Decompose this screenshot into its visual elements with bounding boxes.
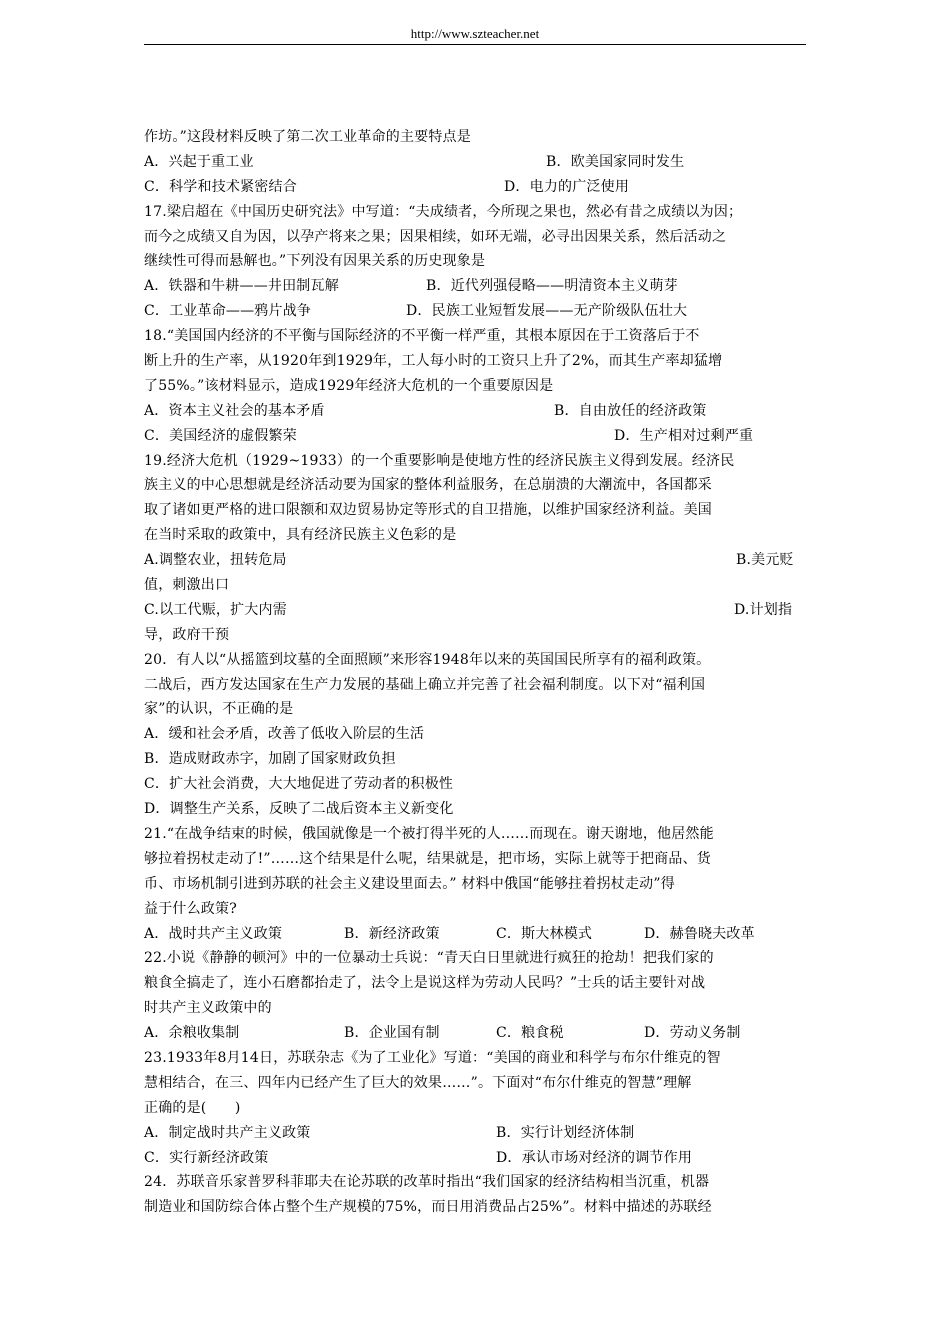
text-line: 23.1933年8月14日，苏联杂志《为了工业化》写道：“美国的商业和科学与布尔什维克的智 — [144, 1049, 721, 1066]
answer-option: D．生产相对过剩严重 — [614, 427, 754, 444]
answer-option: B．新经济政策 — [344, 925, 440, 942]
answer-option: A．余粮收集制 — [144, 1025, 240, 1042]
text-line: 断上升的生产率，从1920年到1929年，工人每小时的工资只上升了2%，而其生产率却猛增 — [144, 353, 723, 370]
text-line — [144, 150, 808, 175]
answer-option: B．近代列强侵略——明清资本主义萌芽 — [426, 278, 678, 295]
answer-option: D．赫鲁晓夫改革 — [644, 925, 755, 942]
text-line — [144, 299, 808, 324]
text-line — [144, 1021, 808, 1046]
answer-option: C．工业革命——鸦片战争 — [144, 303, 312, 320]
text-line — [144, 598, 808, 623]
text-line: 而今之成绩又自为因，以孕产将来之果；因果相续，如环无端，必寻出因果关系，然后活动之 — [144, 228, 727, 245]
text-line: 制造业和国防综合体占整个生产规模的75%，而日用消费品占25%”。材料中描述的苏联经 — [144, 1199, 712, 1216]
answer-option: A.调整农业，扭转危局 — [144, 552, 287, 569]
answer-option: C.以工代赈，扩大内需 — [144, 601, 287, 618]
text-line: C．扩大社会消费，大大地促进了劳动者的积极性 — [144, 776, 454, 793]
answer-option: B．欧美国家同时发生 — [546, 153, 685, 170]
text-line: 18.“美国国内经济的不平衡与国际经济的不平衡一样严重，其根本原因在于工资落后于不 — [144, 328, 700, 345]
text-line: B．造成财政赤字，加剧了国家财政负担 — [144, 751, 396, 768]
text-line: 值，刺激出口 — [144, 577, 230, 594]
answer-option: B．企业国有制 — [344, 1025, 440, 1042]
text-line: 了55%。”该材料显示，造成1929年经济大危机的一个重要原因是 — [144, 377, 554, 394]
page-header-url: http://www.szteacher.net — [410, 26, 540, 41]
text-line: 24．苏联音乐家普罗科菲耶夫在论苏联的改革时指出“我们国家的经济结构相当沉重，机器 — [144, 1174, 710, 1191]
text-line — [144, 175, 808, 200]
header-divider — [144, 44, 806, 45]
answer-option: D．电力的广泛使用 — [504, 178, 630, 195]
text-line: D．调整生产关系，反映了二战后资本主义新变化 — [144, 801, 454, 818]
answer-option: C．粮食税 — [496, 1025, 564, 1042]
text-line — [144, 922, 808, 947]
answer-option: B．实行计划经济体制 — [496, 1124, 635, 1141]
document-body — [144, 125, 808, 1220]
text-line: 20．有人以“从摇篮到坟墓的全面照顾”来形容1948年以来的英国国民所享有的福利政策。 — [144, 651, 711, 668]
text-line — [144, 548, 808, 573]
text-line — [144, 274, 808, 299]
text-line — [144, 1121, 808, 1146]
text-line — [144, 399, 808, 424]
answer-option: D．承认市场对经济的调节作用 — [496, 1149, 693, 1166]
text-line — [144, 1146, 808, 1171]
answer-option: A．战时共产主义政策 — [144, 925, 283, 942]
answer-option: C．斯大林模式 — [496, 925, 593, 942]
text-line: 币、市场机制引进到苏联的社会主义建设里面去。” 材料中俄国“能够拄着拐杖走动”得 — [144, 875, 675, 892]
text-line: 21.“在战争结束的时候，俄国就像是一个被打得半死的人……而现在。谢天谢地，他居然能 — [144, 825, 714, 842]
answer-option: A．资本主义社会的基本矛盾 — [144, 402, 325, 419]
answer-option: A．制定战时共产主义政策 — [144, 1124, 311, 1141]
answer-option: D．劳动义务制 — [644, 1025, 741, 1042]
text-line: 在当时采取的政策中，具有经济民族主义色彩的是 — [144, 527, 457, 544]
answer-option: A．兴起于重工业 — [144, 153, 254, 170]
text-line: 粮食全搞走了，连小石磨都抬走了，法令上是说这样为劳动人民吗？”士兵的话主要针对战 — [144, 975, 706, 992]
text-line: A．缓和社会矛盾，改善了低收入阶层的生活 — [144, 726, 425, 743]
text-line: 17.梁启超在《中国历史研究法》中写道：“夫成绩者，今所现之果也，然必有昔之成绩以为因； — [144, 203, 743, 220]
text-line: 继续性可得而悬解也。”下列没有因果关系的历史现象是 — [144, 253, 486, 270]
text-line: 作坊。”这段材料反映了第二次工业革命的主要特点是 — [144, 129, 471, 145]
answer-option: D.计划指 — [734, 601, 793, 618]
text-line: 导，政府干预 — [144, 626, 230, 643]
answer-option: C．科学和技术紧密结合 — [144, 178, 297, 195]
text-line: 22.小说《静静的顿河》中的一位暴动士兵说：“青天白日里就进行疯狂的抢劫！把我们家的 — [144, 950, 714, 967]
answer-option: D．民族工业短暂发展——无产阶级队伍壮大 — [406, 303, 688, 320]
answer-option: C．实行新经济政策 — [144, 1149, 269, 1166]
text-line: 益于什么政策? — [144, 900, 237, 917]
text-line: 家”的认识，不正确的是 — [144, 701, 294, 718]
text-line: 正确的是( ) — [144, 1099, 241, 1116]
text-line: 慧相结合，在三、四年内已经产生了巨大的效果……”。下面对“布尔什维克的智慧”理解 — [144, 1074, 692, 1091]
text-line: 够拉着拐杖走动了!”……这个结果是什么呢，结果就是，把市场，实际上就等于把商品、货 — [144, 850, 711, 867]
answer-option: A．铁器和牛耕——井田制瓦解 — [144, 278, 339, 295]
answer-option: C．美国经济的虚假繁荣 — [144, 427, 297, 444]
text-line: 二战后，西方发达国家在生产力发展的基础上确立并完善了社会福利制度。以下对“福利国 — [144, 676, 706, 693]
text-line: 时共产主义政策中的 — [144, 1000, 272, 1017]
text-line: 族主义的中心思想就是经济活动要为国家的整体利益服务，在总崩溃的大潮流中，各国都采 — [144, 477, 712, 494]
answer-option: B.美元贬 — [736, 552, 794, 569]
text-line: 取了诸如更严格的进口限额和双边贸易协定等形式的自卫措施，以维护国家经济利益。美国 — [144, 502, 712, 519]
answer-option: B．自由放任的经济政策 — [554, 402, 707, 419]
text-line — [144, 424, 808, 449]
text-line: 19.经济大危机（1929~1933）的一个重要影响是使地方性的经济民族主义得到发展。经济民 — [144, 452, 735, 469]
